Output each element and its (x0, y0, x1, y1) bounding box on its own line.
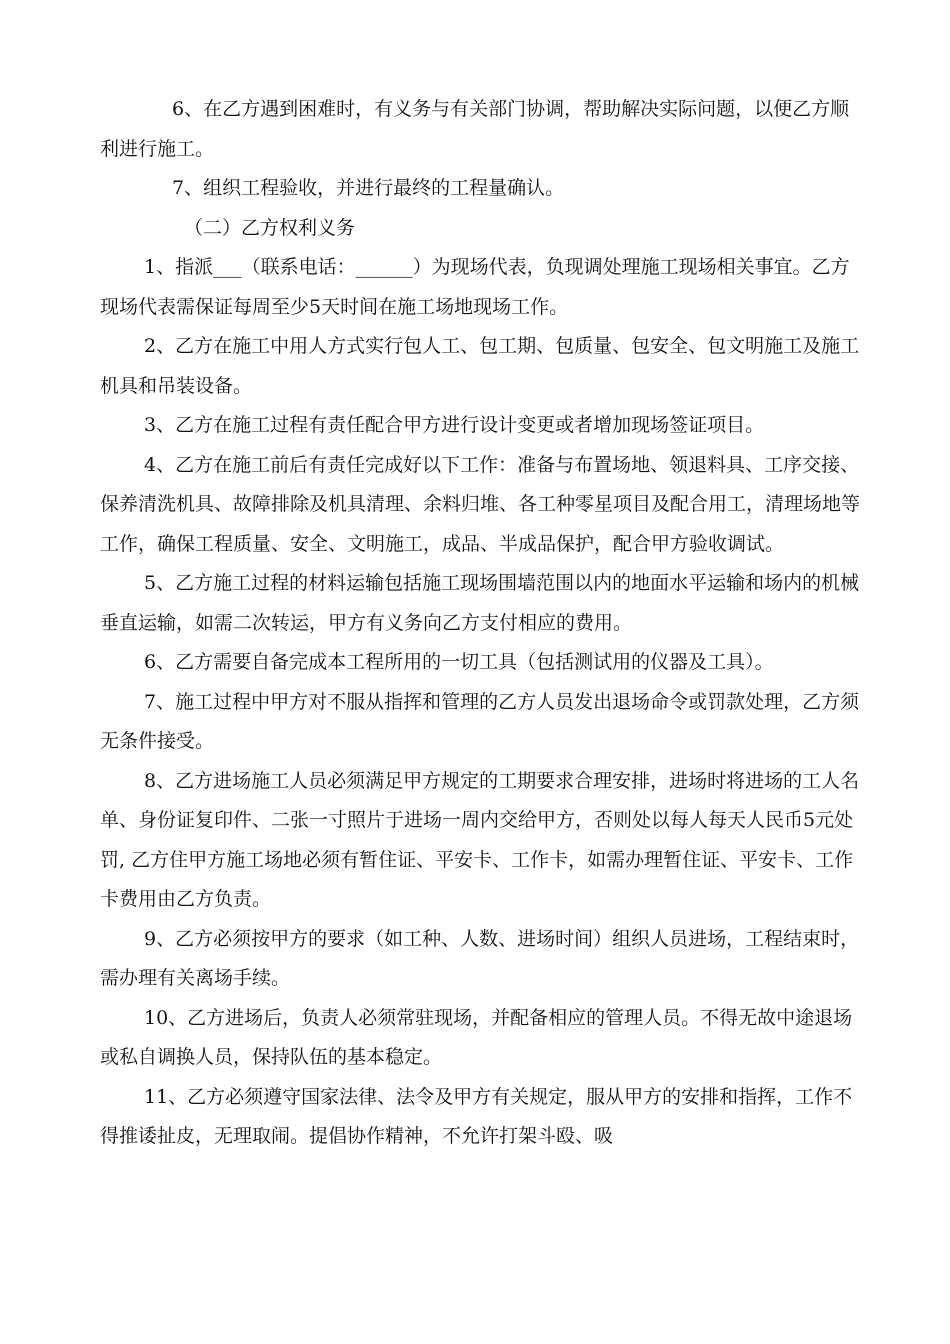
paragraph-clause-b3: 3、乙方在施工过程有责任配合甲方进行设计变更或者增加现场签证项目。 (144, 414, 765, 436)
paragraph-clause-b7: 7、施工过程中甲方对不服从指挥和管理的乙方人员发出退场命令或罚款处理，乙方须无条件接受。 (100, 690, 860, 752)
paragraph-clause-b4: 4、乙方在施工前后有责任完成好以下工作：准备与布置场地、领退料具、工序交接、保养清洗机具、故障排除及机具清理、余料归堆、各工种零星项目及配合用工，清理场地等工作，确保工程质量、安全、文明施工，成品、半成品保护，配合甲方验收调试。 (100, 453, 861, 555)
paragraph-clause-b8: 8、乙方进场施工人员必须满足甲方规定的工期要求合理安排，进场时将进场的工人名单、身份证复印件、二张一寸照片于进场一周内交给甲方，否则处以每人每天人民币5元处罚, 乙方住甲方施工场地必须有暂住证、平安卡、工作卡，如需办理暂住证、平安卡、工作卡费用由乙方负责。 (100, 769, 860, 910)
paragraph-clause-b5: 5、乙方施工过程的材料运输包括施工现场围墙范围以内的地面水平运输和场内的机械垂直运输，如需二次转运，甲方有义务向乙方支付相应的费用。 (100, 572, 860, 634)
paragraph-clause-a6: 6、在乙方遇到困难时，有义务与有关部门协调，帮助解决实际问题，以便乙方顺利进行施工。 (100, 98, 850, 160)
document-body (100, 90, 860, 1157)
paragraph-clause-b6: 6、乙方需要自备完成本工程所用的一切工具（包括测试用的仪器及工具）。 (144, 651, 774, 673)
paragraph-clause-b11: 11、乙方必须遵守国家法律、法令及甲方有关规定，服从甲方的安排和指挥，工作不得推诿扯皮，无理取闹。提倡协作精神，不允许打架斗殴、吸 (100, 1085, 853, 1147)
paragraph-clause-b10: 10、乙方进场后，负责人必须常驻现场，并配备相应的管理人员。不得无故中途退场或私自调换人员，保持队伍的基本稳定。 (100, 1006, 853, 1068)
section-heading-party-b: （二）乙方权利义务 (184, 216, 356, 239)
paragraph-clause-a7: 7、组织工程验收，并进行最终的工程量确认。 (172, 177, 565, 199)
paragraph-clause-b9: 9、乙方必须按甲方的要求（如工种、人数、进场时间）组织人员进场，工程结束时，需办理有关离场手续。 (100, 927, 860, 989)
paragraph-clause-b1: 1、指派___（联系电话：______）为现场代表，负现调处理施工现场相关事宜。乙方现场代表需保证每周至少5天时间在施工场地现场工作。 (100, 256, 850, 318)
paragraph-clause-b2: 2、乙方在施工中用人方式实行包人工、包工期、包质量、包安全、包文明施工及施工机具和吊装设备。 (100, 335, 860, 397)
